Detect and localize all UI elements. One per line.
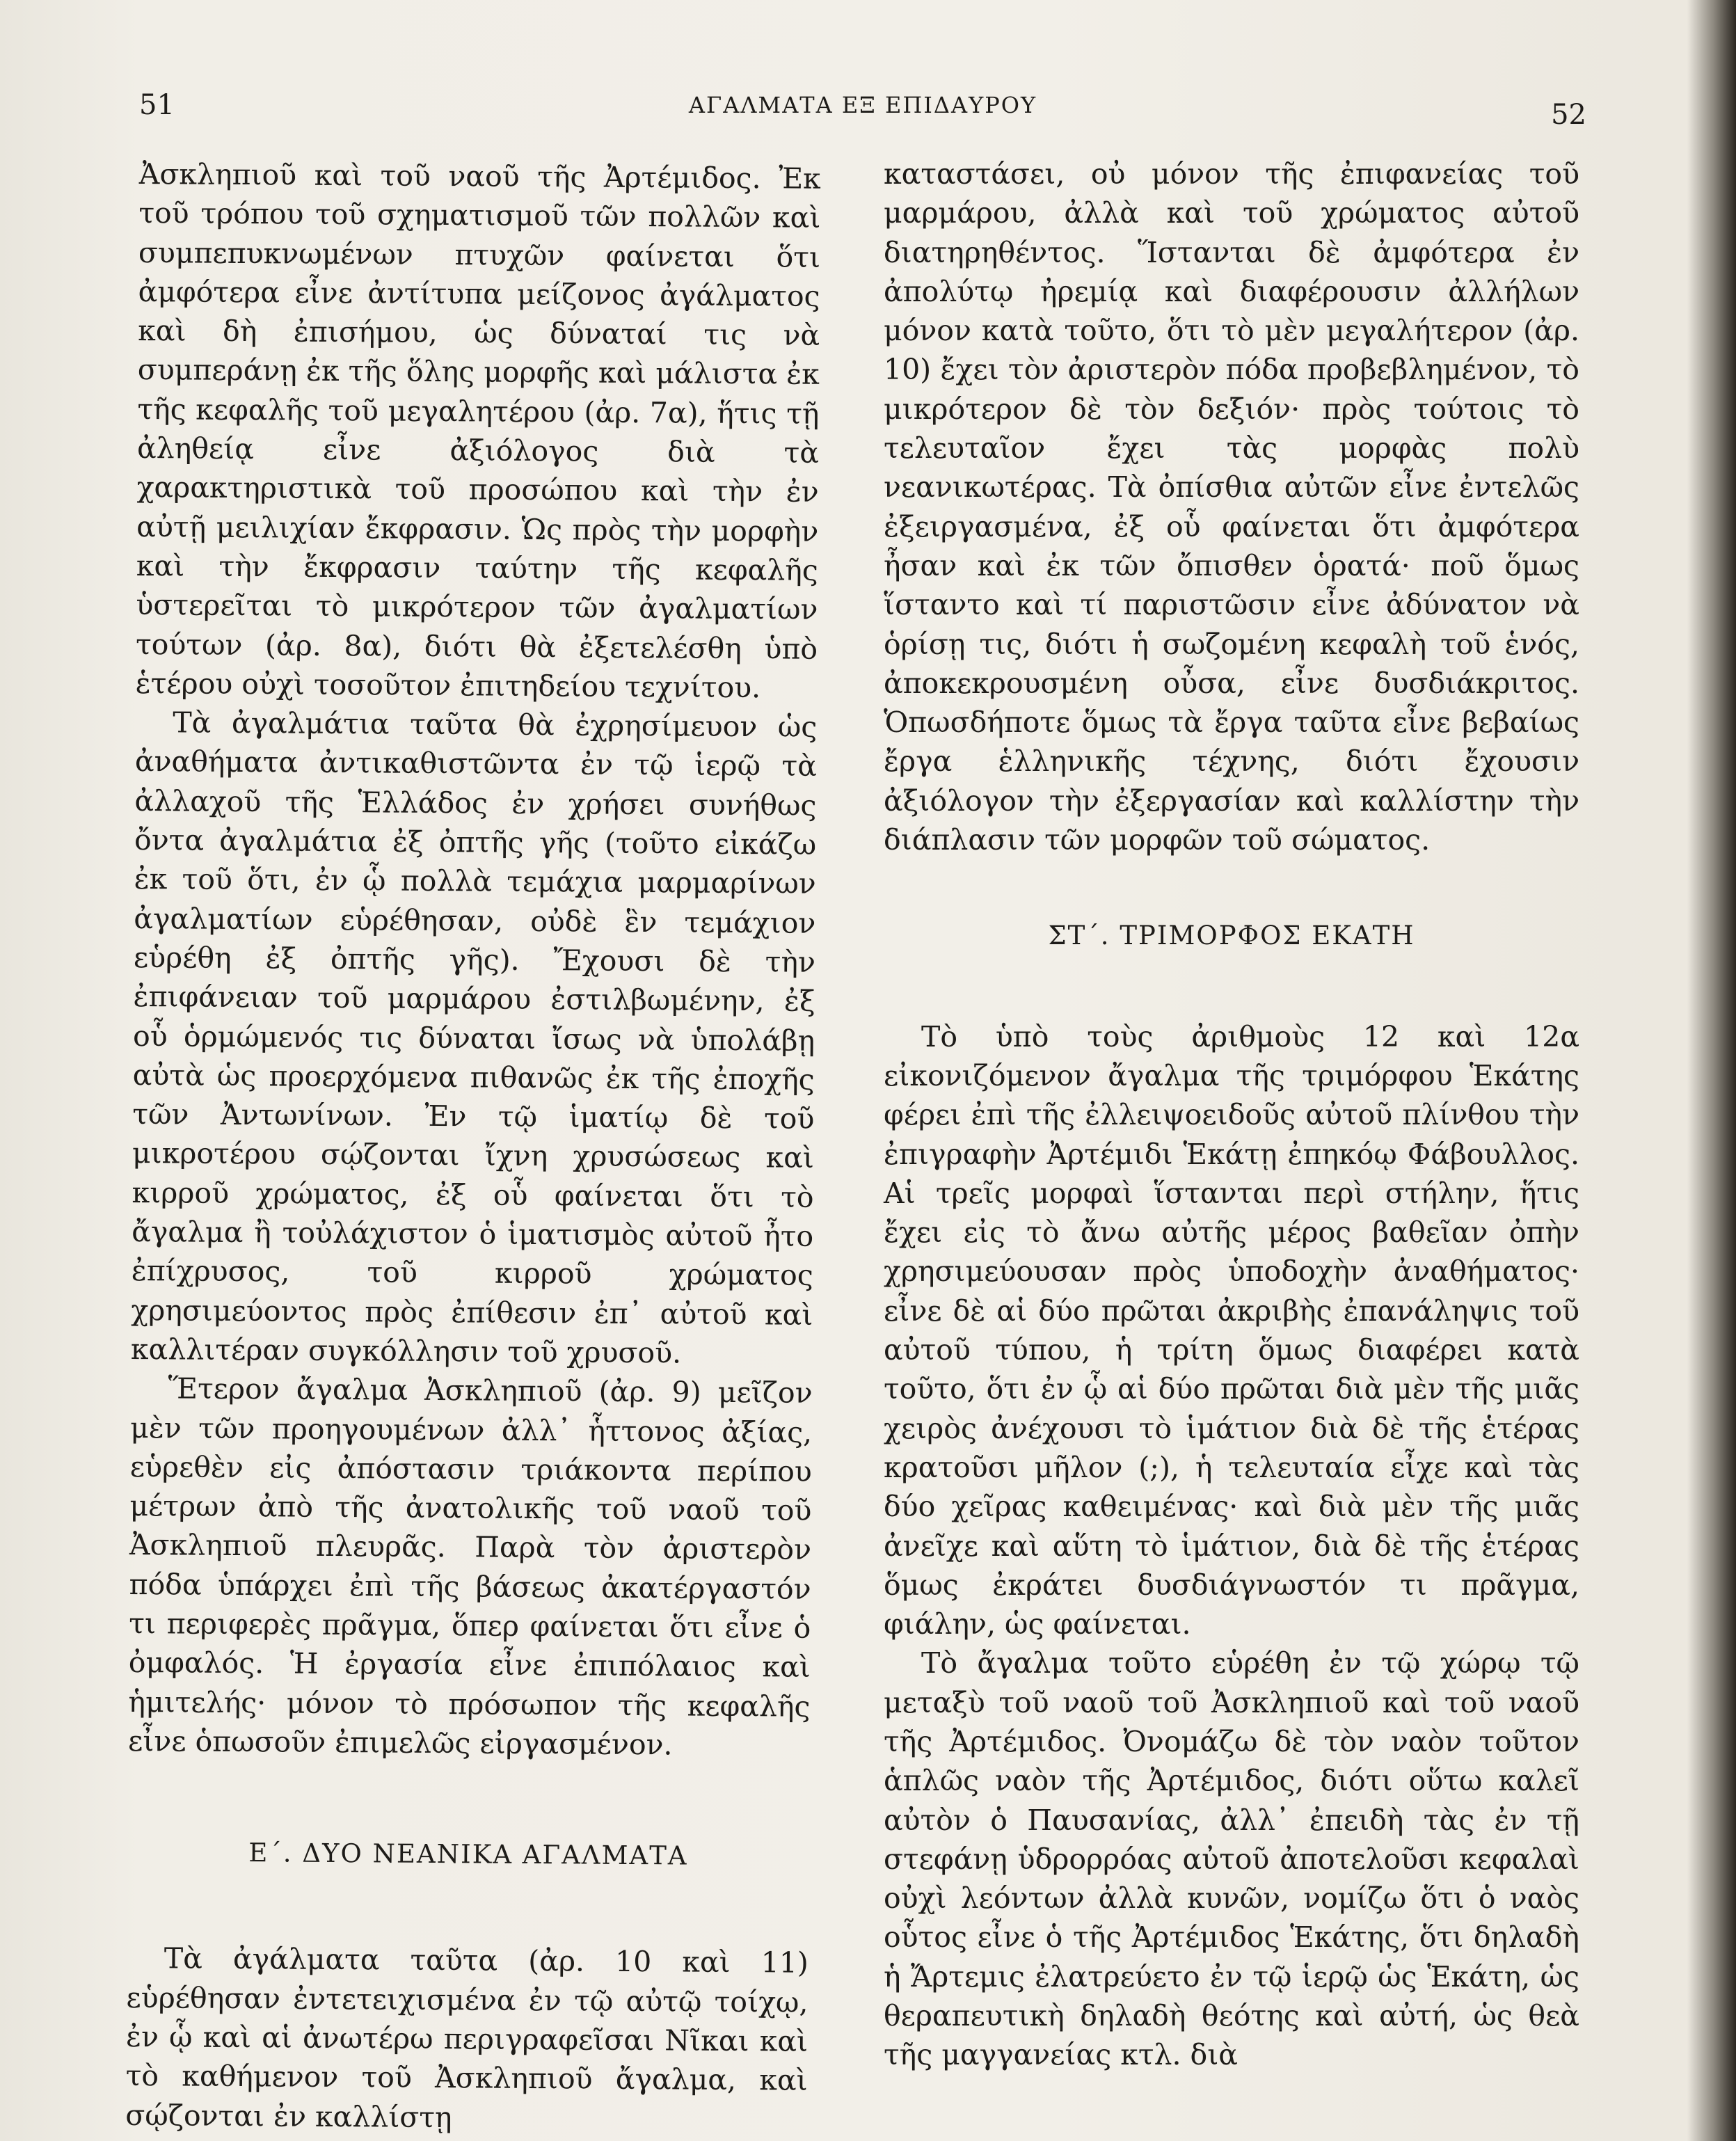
left-paragraph-3: Ἕτερον ἄγαλμα Ἀσκληπιοῦ (ἀρ. 9) μεῖζον μὲν τῶν προηγουμένων ἀλλ᾽ ἧττονος ἀξίας, εὑρεθὲν εἰς ἀπόστασιν τριάκοντα περίπου μέτρων ἀπὸ τῆς ἀνατολικῆς τοῦ ναοῦ τοῦ Ἀσκληπιοῦ πλευρᾶς. Παρὰ τὸν ἀριστερὸν πόδα ὑπάρχει ἐπὶ τῆς βάσεως ἀκατέργαστόν τι περιφερὲς πρᾶγμα, ὅπερ φαίνεται ὅτι εἶνε ὁ ὀμφαλός. Ἡ ἐργασία εἶνε ἐπιπόλαιος καὶ ἡμιτελής· μόνον τὸ πρόσωπον τῆς κεφαλῆς εἶνε ὁπωσοῦν ἐπιμελῶς εἰργασμένον.	[127, 1371, 813, 1762]
left-paragraph-1: Ἀσκληπιοῦ καὶ τοῦ ναοῦ τῆς Ἀρτέμιδος. Ἐκ τοῦ τρόπου τοῦ σχηματισμοῦ τῶν πολλῶν καὶ συμπεπυκνωμένων πτυχῶν φαίνεται ὅτι ἀμφότερα εἶνε ἀντίτυπα μείζονος ἀγάλματος καὶ δὴ ἐπισήμου, ὡς δύναταί τις νὰ συμπεράνῃ ἐκ τῆς ὅλης μορφῆς καὶ μάλιστα ἐκ τῆς κεφαλῆς τοῦ μεγαλητέρου (ἀρ. 7α), ἥτις τῇ ἀληθείᾳ εἶνε ἀξιόλογος διὰ τὰ χαρακτηριστικὰ τοῦ προσώπου καὶ τὴν ἐν αὐτῇ μειλιχίαν ἔκφρασιν. Ὡς πρὸς τὴν μορφὴν καὶ τὴν ἔκφρασιν ταύτην τῆς κεφαλῆς ὑστερεῖται τὸ μικρότερον τῶν ἀγαλματίων τούτων (ἀρ. 8α), διότι θὰ ἐξετελέσθη ὑπὸ ἑτέρου οὐχὶ τοσοῦτον ἐπιτηδείου τεχνίτου.	[135, 157, 821, 705]
page-number-right: 52	[1551, 99, 1586, 131]
right-column	[884, 154, 1579, 2075]
right-paragraph-1: καταστάσει, οὐ μόνον τῆς ἐπιφανείας τοῦ μαρμάρου, ἀλλὰ καὶ τοῦ χρώματος αὐτοῦ διατηρηθέντος. Ἵστανται δὲ ἀμφότερα ἐν ἀπολύτῳ ἠρεμίᾳ καὶ διαφέρουσιν ἀλλήλων μόνον κατὰ τοῦτο, ὅτι τὸ μὲν μεγαλήτερον (ἀρ. 10) ἔχει τὸν ἀριστερὸν πόδα προβεβλημένον, τὸ μικρότερον δὲ τὸν δεξιόν· πρὸς τούτοις τὸ τελευταῖον ἔχει τὰς μορφὰς πολὺ νεανικωτέρας. Τὰ ὀπίσθια αὐτῶν εἶνε ἐντελῶς ἐξειργασμένα, ἐξ οὗ φαίνεται ὅτι ἀμφότερα ἦσαν καὶ ἐκ τῶν ὄπισθεν ὁρατά· ποῦ ὅμως ἵσταντο καὶ τί παριστῶσιν εἶνε ἀδύνατον νὰ ὁρίσῃ τις, διότι ἡ σωζομένη κεφαλὴ τοῦ ἑνός, ἀποκεκρουσμένη οὖσα, εἶνε δυσδιάκριτος. Ὁπωσδήποτε ὅμως τὰ ἔργα ταῦτα εἶνε βεβαίως ἔργα ἑλληνικῆς τέχνης, διότι ἔχουσιν ἀξιόλογον τὴν ἐξεργασίαν καὶ καλλίστην τὴν διάπλασιν τῶν μορφῶν τοῦ σώματος.	[884, 157, 1579, 857]
left-paragraph-4: Τὰ ἀγάλματα ταῦτα (ἀρ. 10 καὶ 11) εὑρέθησαν ἐντετειχισμένα ἐν τῷ αὐτῷ τοίχῳ, ἐν ᾧ καὶ αἱ ἀνωτέρω περιγραφεῖσαι Νῖκαι καὶ τὸ καθήμενον τοῦ Ἀσκληπιοῦ ἄγαλμα, καὶ σῴζονται ἐν καλλίστῃ	[125, 1941, 809, 2134]
left-paragraph-2: Τὰ ἀγαλμάτια ταῦτα θὰ ἐχρησίμευον ὡς ἀναθήματα ἀντικαθιστῶντα ἐν τῷ ἱερῷ τὰ ἀλλαχοῦ τῆς Ἑλλάδος ἐν χρήσει συνήθως ὄντα ἀγαλμάτια ἐξ ὀπτῆς γῆς (τοῦτο εἰκάζω ἐκ τοῦ ὅτι, ἐν ᾧ πολλὰ τεμάχια μαρμαρίνων ἀγαλματίων εὑρέθησαν, οὐδὲ ἓν τεμάχιον εὑρέθη ἐξ ὀπτῆς γῆς). Ἔχουσι δὲ τὴν ἐπιφάνειαν τοῦ μαρμάρου ἐστιλβωμένην, ἐξ οὗ ὁρμώμενός τις δύναται ἴσως νὰ ὑπολάβῃ αὐτὰ ὡς προερχόμενα πιθανῶς ἐκ τῆς ἐποχῆς τῶν Ἀντωνίνων. Ἐν τῷ ἱματίῳ δὲ τοῦ μικροτέρου σῴζονται ἴχνη χρυσώσεως καὶ κιρροῦ χρώματος, ἐξ οὗ φαίνεται ὅτι τὸ ἄγαλμα ἢ τοὐλάχιστον ὁ ἱματισμὸς αὐτοῦ ἦτο ἐπίχρυσος, τοῦ κιρροῦ χρώματος χρησιμεύοντος πρὸς ἐπίθεσιν ἐπ᾽ αὐτοῦ καὶ καλλιτέραν συγκόλλησιν τοῦ χρυσοῦ.	[130, 706, 818, 1370]
right-paragraph-2: Τὸ ὑπὸ τοὺς ἀριθμοὺς 12 καὶ 12α εἰκονιζόμενον ἄγαλμα τῆς τριμόρφου Ἑκάτης φέρει ἐπὶ τῆς ἐλλειψοειδοῦς αὐτοῦ πλίνθου τὴν ἐπιγραφὴν Ἀρτέμιδι Ἑκάτῃ ἐπηκόῳ Φάβουλλος. Αἱ τρεῖς μορφαὶ ἵστανται περὶ στήλην, ἥτις ἔχει εἰς τὸ ἄνω αὐτῆς μέρος βαθεῖαν ὀπὴν χρησιμεύουσαν πρὸς ὑποδοχὴν ἀναθήματος· εἶνε δὲ αἱ δύο πρῶται ἀκριβὴς ἐπανάληψις τοῦ αὐτοῦ τύπου, ἡ τρίτη ὅμως διαφέρει κατὰ τοῦτο, ὅτι ἐν ᾧ αἱ δύο πρῶται διὰ μὲν τῆς μιᾶς χειρὸς ἀνέχουσι τὸ ἱμάτιον διὰ δὲ τῆς ἑτέρας κρατοῦσι μῆλον (;), ἡ τελευταία εἶχε καὶ τὰς δύο χεῖρας καθειμένας· καὶ διὰ μὲν τῆς μιᾶς ἀνεῖχε καὶ αὕτη τὸ ἱμάτιον, διὰ δὲ τῆς ἑτέρας ὅμως ἐκράτει δυσδιάγνωστόν τι πρᾶγμα, φιάλην, ὡς φαίνεται.	[884, 1019, 1579, 1641]
page-header	[139, 89, 1586, 131]
section-heading-e: Ε΄. ΔΥΟ ΝΕΑΝΙΚΑ ΑΓΑΛΜΑΤΑ	[248, 1838, 688, 1871]
section-heading-st: ΣΤ΄. ΤΡΙΜΟΡΦΟΣ ΕΚΑΤΗ	[1048, 921, 1415, 951]
running-title: ΑΓΑΛΜΑΤΑ ΕΞ ΕΠΙΔΑΥΡΟΥ	[688, 92, 1037, 118]
right-paragraph-3: Τὸ ἄγαλμα τοῦτο εὑρέθη ἐν τῷ χώρῳ τῷ μεταξὺ τοῦ ναοῦ τοῦ Ἀσκληπιοῦ καὶ τοῦ ναοῦ τῆς Ἀρτέμιδος. Ὀνομάζω δὲ τὸν ναὸν τοῦτον ἁπλῶς ναὸν τῆς Ἀρτέμιδος, διότι οὕτω καλεῖ αὐτὸν ὁ Παυσανίας, ἀλλ᾽ ἐπειδὴ τὰς ἐν τῇ στεφάνῃ ὑδρορρόας αὐτοῦ ἀποτελοῦσι κεφαλαὶ οὐχὶ λεόντων ἀλλὰ κυνῶν, νομίζω ὅτι ὁ ναὸς οὗτος εἶνε ὁ τῆς Ἀρτέμιδος Ἑκάτης, ὅτι δηλαδὴ ἡ Ἄρτεμις ἐλατρεύετο ἐν τῷ ἱερῷ ὡς Ἑκάτη, ὡς θεραπευτικὴ δηλαδὴ θεότης καὶ αὐτή, ὡς θεὰ τῆς μαγγανείας κτλ. διὰ	[884, 1646, 1579, 2072]
page-number-left: 51	[139, 89, 175, 121]
left-column	[125, 154, 821, 2140]
book-edge-shadow	[1687, 0, 1736, 2141]
